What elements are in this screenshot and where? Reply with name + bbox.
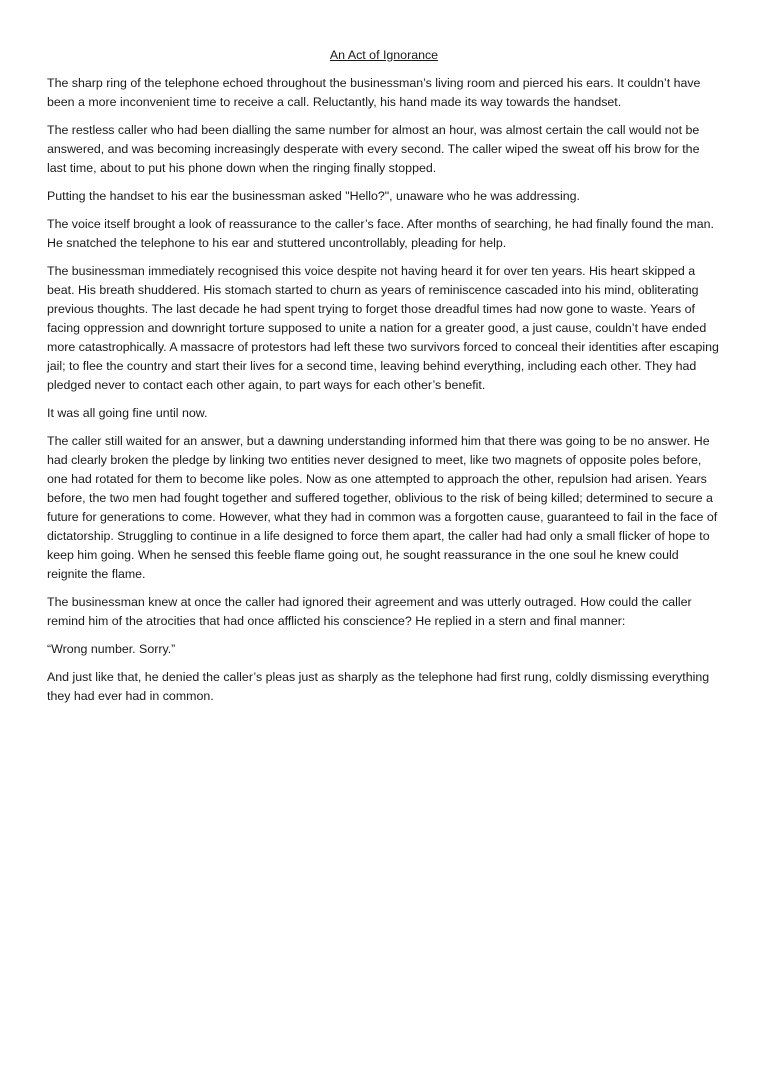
paragraph: The caller still waited for an answer, but a dawning understanding informed him that there was going to be no answer. He had clearly broken the pledge by linking two entities never designed to meet, like two magnets of opposite poles before, one had rotated for them to become like poles. Now as one attempted to approach the other, repulsion had arisen. Years before, the two men had fought together and suffered together, oblivious to the risk of being killed; determined to secure a future for generations to come. However, what they had in common was a forgotten cause, guaranteed to fail in the face of dictatorship. Struggling to continue in a life designed to force them apart, the caller had had only a small flicker of hope to keep him going. When he sensed this feeble flame going out, he sought reassurance in the one soul he knew could reignite the flame. xyxy=(47,434,718,581)
paragraph: Putting the handset to his ear the businessman asked "Hello?", unaware who he was addressing. xyxy=(47,189,580,203)
paragraph: The businessman immediately recognised this voice despite not having heard it for over ten years. His heart skipped a beat. His breath shuddered. His stomach started to churn as years of reminiscence cascaded into his mind, obliterating previous thoughts. The last decade he had spent trying to forget those dreadful times had now gone to waste. Years of facing oppression and downright torture supposed to unite a nation for a greater good, a just cause, couldn’t have ended more catastrophically. A massacre of protestors had left these two survivors forced to conceal their identities after escaping jail; to flee the country and start their lives for a second time, leaving behind everything, including each other. They had pledged never to contact each other again, to part ways for each other’s benefit. xyxy=(47,264,719,392)
paragraph: And just like that, he denied the caller’s pleas just as sharply as the telephone had first rung, coldly dismissing everything they had ever had in common. xyxy=(47,670,710,703)
document-body xyxy=(47,46,721,715)
paragraph: “Wrong number. Sorry.” xyxy=(47,642,176,656)
paragraph: The restless caller who had been dialling the same number for almost an hour, was almost certain the call would not be answered, and was becoming increasingly desperate with every second. The caller wiped the sweat off his brow for the last time, about to put his phone down when the ringing finally stopped. xyxy=(47,123,700,175)
document-title: An Act of Ignorance xyxy=(329,48,439,62)
paragraph: The sharp ring of the telephone echoed throughout the businessman’s living room and pierced his ears. It couldn’t have been a more inconvenient time to receive a call. Reluctantly, his hand made its way towards the handset. xyxy=(47,76,701,109)
paragraph: The businessman knew at once the caller had ignored their agreement and was utterly outraged. How could the caller remind him of the atrocities that had once afflicted his conscience? He replied in a stern and final manner: xyxy=(47,595,692,628)
paragraph: It was all going fine until now. xyxy=(47,406,208,420)
paragraph: The voice itself brought a look of reassurance to the caller’s face. After months of searching, he had finally found the man. He snatched the telephone to his ear and stuttered uncontrollably, pleading for help. xyxy=(47,217,714,250)
